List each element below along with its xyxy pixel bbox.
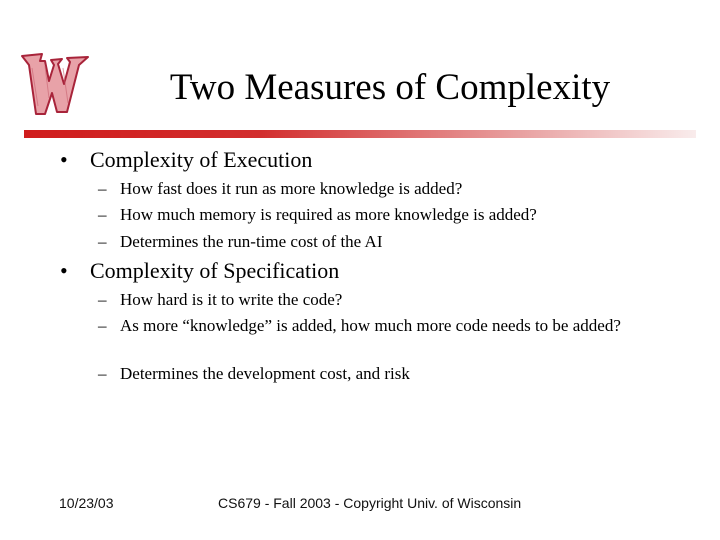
sub-bullet-text: How fast does it run as more knowledge is added? [120,179,463,198]
dash-marker: – [98,316,107,335]
dash-marker: – [98,205,107,224]
bullet-text: Complexity of Specification [90,258,340,283]
sub-bullet-text: Determines the run-time cost of the AI [120,232,383,251]
wisconsin-w-logo-icon [18,48,92,120]
title-divider [24,130,696,138]
footer-date: 10/23/03 [59,495,114,511]
footer-copyright: CS679 - Fall 2003 - Copyright Univ. of Wisconsin [218,495,522,511]
slide-title: Two Measures of Complexity [169,67,611,108]
bullet-marker: • [60,258,68,283]
bullet-text: Complexity of Execution [90,147,313,172]
sub-bullet-text: How much memory is required as more knowledge is added? [120,205,537,224]
dash-marker: – [98,290,107,309]
dash-marker: – [98,179,107,198]
sub-bullet-text: Determines the development cost, and risk [120,364,410,383]
dash-marker: – [98,364,107,383]
bullet-marker: • [60,147,68,172]
sub-bullet-text: How hard is it to write the code? [120,290,343,309]
dash-marker: – [98,232,107,251]
sub-bullet-text: As more “knowledge” is added, how much more code needs to be added? [120,316,621,335]
